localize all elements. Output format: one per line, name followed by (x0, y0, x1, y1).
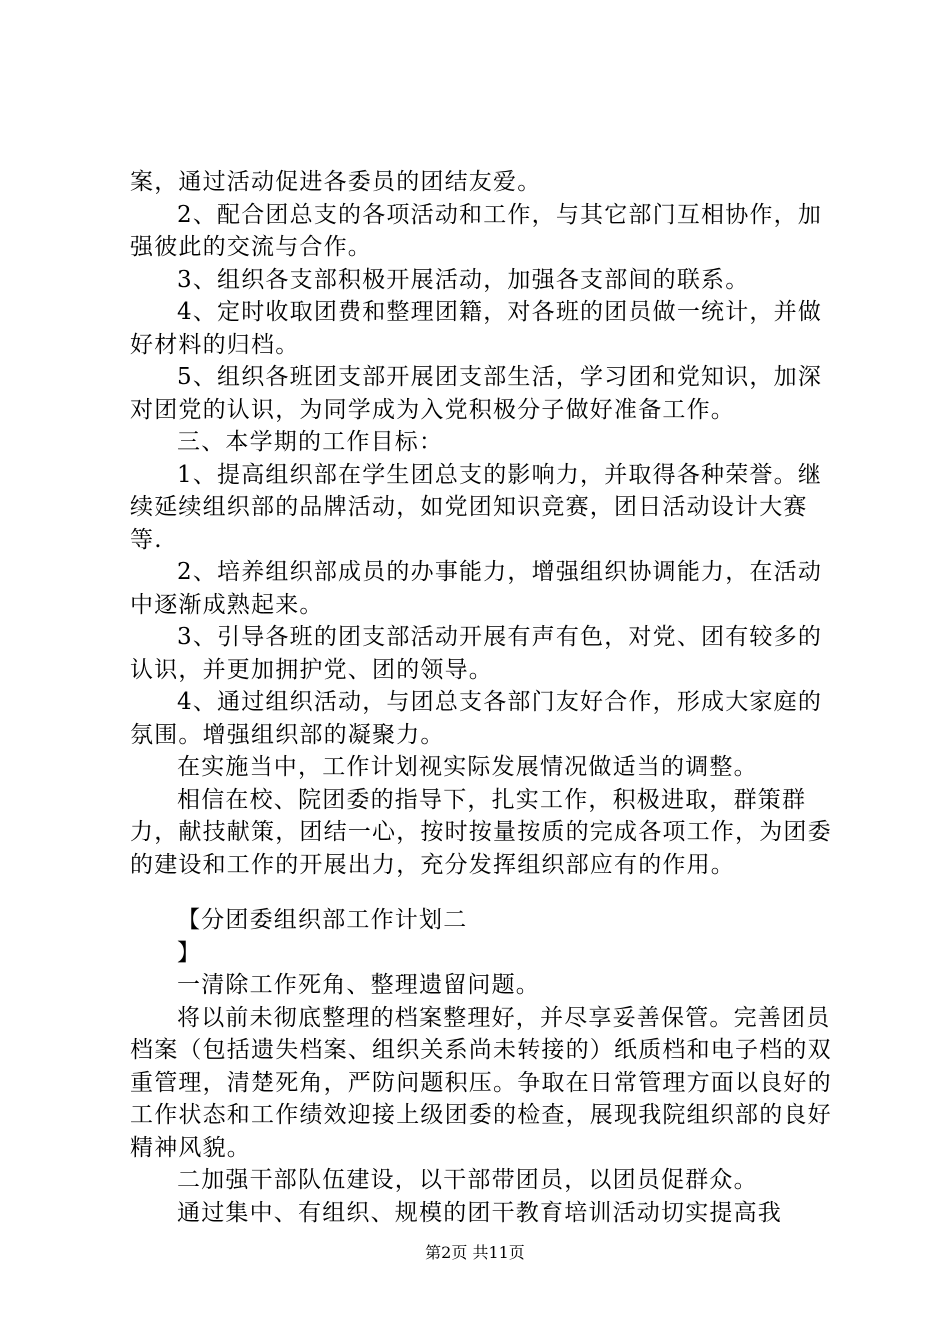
paragraph: 3、引导各班的团支部活动开展有声有色，对党、团有较多的认识，并更加拥护党、团的领导。 (130, 624, 823, 683)
page-number-label: 第2页 共11页 (425, 1243, 525, 1262)
plan-heading (130, 904, 835, 969)
paragraph: 案，通过活动促进各委员的团结友爱。 (130, 169, 542, 195)
page-footer (0, 1243, 950, 1263)
paragraph: 4、定时收取团费和整理团籍，对各班的团员做一统计，并做好材料的归档。 (130, 299, 823, 358)
paragraph: 将以前未彻底整理的档案整理好，并尽享妥善保管。完善团员档案（包括遗失档案、组织关系尚未转接的）纸质档和电子档的双重管理，清楚死角，严防问题积压。争取在日常管理方面以良好的工作状态和工作绩效迎接上级团委的检查，展现我院组织部的良好精神风貌。 (130, 1004, 832, 1161)
plan-heading-line-2: 】 (177, 939, 202, 966)
paragraph: 2、培养组织部成员的办事能力，增强组织协调能力，在活动中逐渐成熟起来。 (130, 559, 823, 618)
paragraph: 4、通过组织活动，与团总支各部门友好合作，形成大家庭的氛围。增强组织部的凝聚力。 (130, 689, 823, 748)
section-title: 三、本学期的工作目标： (177, 429, 444, 455)
paragraph: 在实施当中，工作计划视实际发展情况做适当的调整。 (177, 754, 758, 780)
paragraph: 2、配合团总支的各项活动和工作，与其它部门互相协作，加强彼此的交流与合作。 (130, 201, 823, 260)
paragraph: 通过集中、有组织、规模的团干教育培训活动切实提高我 (177, 1199, 782, 1226)
paragraph: 1、提高组织部在学生团总支的影响力，并取得各种荣誉。继续延续组织部的品牌活动，如党团知识竞赛，团日活动设计大赛等. (130, 461, 823, 553)
paragraph: 3、组织各支部积极开展活动，加强各支部间的联系。 (177, 266, 750, 293)
plan-heading-line-1: 【分团委组织部工作计划二 (177, 907, 468, 933)
paragraph: 相信在校、院团委的指导下，扎实工作，积极进取，群策群力，献技献策，团结一心，按时按量按质的完成各项工作，为团委的建设和工作的开展出力，充分发挥组织部应有的作用。 (130, 786, 832, 878)
section-title: 一清除工作死角、整理遗留问题。 (177, 972, 540, 998)
section-title: 二加强干部队伍建设，以干部带团员，以团员促群众。 (177, 1167, 758, 1193)
paragraph: 5、组织各班团支部开展团支部生活，学习团和党知识，加深对团党的认识，为同学成为入党积极分子做好准备工作。 (130, 364, 823, 423)
document-body (130, 166, 835, 1229)
